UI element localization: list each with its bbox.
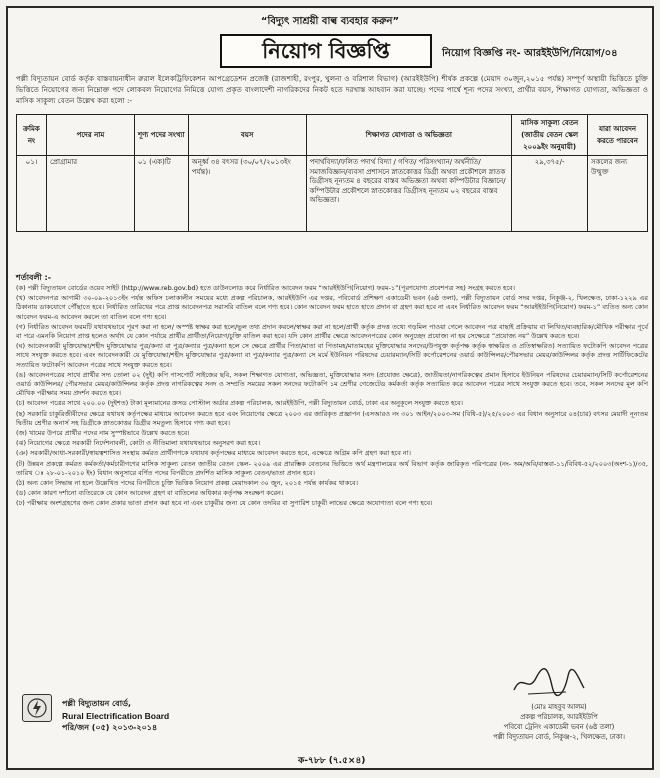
header-eligible: যারা আবেদন করতে পারবেন xyxy=(588,115,648,156)
signer-title: প্রকল্প পরিচালক, আরইইউপি xyxy=(520,713,598,721)
header-post: পদের নাম xyxy=(46,115,134,156)
condition-item: (গ) নির্ধারিত আবেদন ফরমটি যথাযথভাবে পূরণ করা না হলে/ অস্পষ্ট স্বাক্ষর করা হলে/ভুল তথ্য প্রদান করলে/স্বাক্ষর করা না হলে/প্রার্থী কর্তৃক প্রদত্ত তথ্যে গড়মিল পাওয়া গেলে আবেদন পত্র বাছাই প্রক্রিয়ায় বা লিখিত/ব্যবহারিক/মৌখিক পরীক্ষার পূর্বে বা পরে এমনকি নিয়োগ প্রাপ্ত হলেও অর্থাৎ যে কোন পর্যায়ে প্রার্থীর প্রার্থীতা/নিয়োগ/চুক্তি বাতিল করা হবে। যদি কোন প্রার্থীর ক্ষেত্রে আবেদনপত্রের কোন অনুচ্ছেদ প্রযোজ্য না হয় সেক্ষেত্রে “প্রযোজ্য নয়” উল্লেখ করতে হবে। xyxy=(16,322,648,341)
cell-serial: ০১। xyxy=(17,156,47,232)
signature-icon xyxy=(508,664,588,702)
condition-item: (ঞ) সরকারী/আধা-সরকারী/স্বায়ত্বশাসিত সংস্থায় কর্মরত প্রার্থীগণকে যথাযথ কর্তৃপক্ষের মাধ্যমে আবেদন করতে হবে, এক্ষেত্রে অগ্রিম কপি গ্রহণ করা হবে না। xyxy=(16,449,412,458)
condition-item: (ক) পল্লী বিদ্যুতায়ন বোর্ডের ওয়েব সাইট (http://www.reb.gov.bd) হতে ডাউনলোড করে নির্ধারিত আবেদন ফরম “আরইইউপি(নিয়োগ) ফরম-১”(পূরণযোগ্য প্রবেশপত্র সহ) সংগ্রহ করতে হবে। xyxy=(16,284,516,292)
condition-item: (ড) কোন কারণ দর্শানো ব্যতিরেকে যে কোন আবেদন গ্রহণ বা বাতিলের অধিকার কর্তৃপক্ষ সংরক্ষণ করেন। xyxy=(16,489,284,498)
signer-name: (মোঃ মাহবুব আলম) xyxy=(531,703,587,711)
condition-item: (চ) আবেদন পত্রের সাথে ২০০.০০ (দুইশত) টাকা মূল্যমানের ক্রসড পোস্টাল অর্ডার প্রকল্প পরিচালক, আরইইউপি, পল্লী বিদ্যুতায়ন বোর্ড, ঢাকা এর অনুকূলে সংযুক্ত করতে হবে। xyxy=(16,399,463,408)
cell-qualification: পদার্থবিদ্যা/ফলিত পদার্থ বিদ্যা / গণিত/ পরিসংখ্যান/ অর্থনীতি/ সমাজবিজ্ঞান/ব্যবসা প্রশাসনে স্নাতকোত্তর ডিগ্রী অথবা প্রকৌশলে স্নাতক ডিগ্রীসহ নূন্যতম ৪ বছরের বাস্তব অভিজ্ঞতা অথবা কম্পিউটার বিজ্ঞানে/কম্পিউটার প্রকৌশলে স্নাতকোত্তর ডিগ্রীসহ নূন্যতম ০২ বছরের বাস্তব অভিজ্ঞতা। xyxy=(306,156,512,232)
reference-number: পরি/জন (০৫) ২০১৩-২০১৪ xyxy=(62,723,158,732)
intro-paragraph: পল্লী বিদ্যুতায়ন বোর্ড কর্তৃক বাস্তবায়নাধীন রুরাল ইলেকট্রিফিকেশন আপগ্রেডেশন প্রজেক্ট (রাজশাহী, রংপুর, খুলনা ও বরিশাল বিভাগ) (আরইইউপি) শীর্ষক প্রকল্পে (মেয়াদ ৩০জুন,২০১৫ পর্যন্ত) সম্পূর্ণ অস্থায়ী ভিত্তিতে চুক্তি ভিত্তিতে নিয়োগের জন্য নিম্নোক্ত পদে লোকবল নিয়োগের নিমিত্তে যোগ্য প্রকৃত বাংলাদেশী নাগরিকদের নিকট হতে দরখাস্ত আহবান করা যাচ্ছে। পদের পার্শ্বে শূন্য পদের সংখ্যা, প্রার্থীর বয়স, শিক্ষাগত যোগ্যতা, অভিজ্ঞতা ও মাসিক সাকুল্য বেতন উল্লেখ করা হলো :- xyxy=(16,74,648,105)
header-serial: ক্রমিক নং xyxy=(17,115,47,156)
slogan: “বিদ্যুৎ সাশ্রয়ী বাল্ব ব্যবহার করুন” xyxy=(260,16,400,27)
org-name-en: Rural Electrification Board xyxy=(62,711,170,721)
notice-page xyxy=(6,6,654,770)
condition-item: (খ) আবেদনপত্র আগামী ৩০-০৯-২০১৩ইং পর্যন্ত অফিস চলাকালীন সময়ের মধ্যে প্রকল্প পরিচালক, আরইইউপি এর দপ্তর, পবিবোর্ড প্রশিক্ষণ একাডেমী ভবন (৬ষ্ঠ তলা), পল্লী বিদ্যুতায়ন বোর্ড সদর দপ্তর, নিকুঞ্জ-২, খিলক্ষেত, ঢাকা-১২২৯ এর ঠিকানায় ডাকযোগে পৌঁছাতে হবে। নির্ধারিত তারিখের পরে প্রাপ্ত আবেদনপত্র সরাসরি বাতিল বলে গণ্য হবে। কোন আবেদন ফরম হাতে হাতে প্রদান বা গ্রহণ করা হবে না এবং নির্ধারিত আবেদন ফরম “আরইইউপি(নিয়োগ) ফরম-১” ব্যতিত অন্য কোন আবেদন ফরম-এ আবেদন করলে তা বাতিল বলে গণ্য হবে। xyxy=(16,294,648,321)
signer-address: পল্লী বিদ্যুতায়ন বোর্ড, নিকুঞ্জ-২, খিলক্ষেত, ঢাকা। xyxy=(493,733,625,741)
cell-post: প্রোগ্রামার xyxy=(46,156,134,232)
condition-item: (জ) খামের উপরে প্রার্থীর পদের নাম সুস্পষ্টভাবে উল্লেখ করতে হবে। xyxy=(16,429,190,438)
page-title: নিয়োগ বিজ্ঞপ্তি xyxy=(220,34,432,68)
condition-item: (ঝ) নিয়োগের ক্ষেত্রে সরকারী নির্দেশনাবলী, কোটা ও নীতিমালা যথাযথভাবে অনুসরণ করা হবে। xyxy=(16,439,261,448)
condition-item: (ঙ) আবেদনপত্রের সাথে প্রার্থীর সদ্য তোলা ০২ (দুই) কপি পাসপোর্ট সাইজের ছবি, সকল শিক্ষাগত যোগ্যতা, অভিজ্ঞতা, মুক্তিযোদ্ধার সনদ (প্রযোজ্য ক্ষেত্রে), জাতীয়তা/নাগরিকত্বের প্রমান হিসাবে ইউনিয়ন পরিষদের চেয়ারম্যান/সিটি কর্পোরেশনের ওয়ার্ড কাউন্সিলর/ পৌরসভার মেয়র/কাউন্সিলর কর্তৃক প্রদত্ত নাগরিকত্বের সনদ ও সম্প্রতি সময়ের সকল সনদের ফটোকপি ১ম শ্রেণীর গেজেটেড কর্মকর্তা কর্তৃক সত্যায়িত করে আবেদন পত্রের সাথে সংযুক্ত করতে হবে। তবে, সকল সনদের মূল কপি মৌখিক পরীক্ষার সময় প্রদর্শন করতে হবে। xyxy=(16,370,648,398)
footer-organization xyxy=(62,698,169,734)
signatory-block xyxy=(468,702,650,742)
print-code: ক-৭৮৮ (৭.৫×৪) xyxy=(298,756,366,766)
header-salary: মাসিক সাকুল্য বেতন (জাতীয় বেতন স্কেল ২০০৯ইং অনুযায়ী) xyxy=(512,115,588,156)
condition-item: (ট) উন্নয়ন প্রকল্পে কর্মরত কর্মকর্তা/কর্মচারীগণের মাসিক সাকুল্য বেতন জাতীয় বেতন স্কেল- ২০০৯ এর প্রারম্ভিক বেতনের ভিত্তিতে অর্থ মন্ত্রণালয়ের অর্থ বিভাগ কর্তৃক জারিকৃত পরিপত্রের (নং- অম/অবি/বাস্তবা-১১/বিবিধ-৫২/২০০৩(অংশ-১)/৩৫, তারিখ ঃ ২৮-০১-২০১০ ইং) বিধান অনুসারে বর্ণিত পদের বিপরীতে প্রদর্শিত মাসিক সাকুল্য বেতন/ভাতা প্রদান হবে। xyxy=(16,459,648,477)
condition-item: (ঢ) পরীক্ষায় অংশগ্রহণের জন্য কোন প্রকার ভাতা প্রদান করা হবে না এবং চাকুরীর জন্য যে কোন তদবির বা সুপারিশ চাকুরী লাভের ক্ষেত্রে অযোগ্যতা বলে গণ্য হবে। xyxy=(16,499,433,508)
cell-eligible: সকলের জন্য উন্মুক্ত xyxy=(588,156,648,232)
condition-item: (ঠ) অন্য কোন সিদ্ধান্ত না হলে উল্লেখিত পদের বিপরীতে চুক্তি ভিত্তিক নিয়োগ প্রকল্প মেয়াদকাল ৩০ জুন, ২০১৫ পর্যন্ত কার্যকর থাকবে। xyxy=(16,479,358,488)
cell-vacancy: ০১ (এক)টি xyxy=(134,156,188,232)
conditions-list xyxy=(16,284,648,510)
cell-salary: ২৯,৩৭৫/- xyxy=(512,156,588,232)
signer-office: পবিবো ট্রেনিং একাডেমী ভবন (৬ষ্ঠ তলা) xyxy=(503,723,615,731)
condition-item: (ঘ) আবেদনকারী মুক্তিযোদ্ধা/শহীদ মুক্তিযোদ্ধার পুত্র/কন্যা বা পুত্র/কন্যার পুত্র/কন্যা হলে সে ক্ষেত্রে প্রার্থীর পিতা/মাতা বা পিতামহ/মাতামহের মুক্তিযোদ্ধার সনদের/উপযুক্ত কর্তৃপক্ষ কর্তৃক স্বাক্ষরিত ও প্রতিস্বাক্ষরিত) সত্যায়িত ফটোকপি আবেদন পত্রের সাথে সংযুক্ত করতে হবে। এবং আবেদনকারী যে মুক্তিযোদ্ধা/শহীদ মুক্তিযোদ্ধার পুত্র/কন্যা বা পুত্র/কন্যার পুত্র/কন্যা সে মর্মে ইউনিয়ন পরিষদের চেয়ারম্যান/সিটি কর্পোরেশনের ওয়ার্ড কাউন্সিলর/পৌরসভার মেয়র/কাউন্সিলর কর্তৃক প্রদত্ত সার্টিফিকেটের সত্যায়িত ফটোকপি আবেদন পত্রের সাথে সংযুক্ত করতে হবে। xyxy=(16,342,648,369)
header-qualification: শিক্ষাগত যোগ্যতা ও অভিজ্ঞতা xyxy=(306,115,512,156)
notice-number: নিয়োগ বিজ্ঞপ্তি নং- আরইইউপি/নিয়োগ/০৪ xyxy=(442,48,618,59)
org-name-bn: পল্লী বিদ্যুতায়ন বোর্ড, xyxy=(62,699,131,708)
vacancy-table xyxy=(16,114,648,232)
conditions-title: শর্তাবলী :- xyxy=(16,273,52,282)
condition-item: (ছ) সরকারি চাকুরিজীবীদের ক্ষেত্রে যথাযথ কর্তৃপক্ষের মাধ্যমে আবেদন করতে হবে এবং নিয়োগের ক্ষেত্রে ২০০৩ এর জারিকৃত প্রজ্ঞাপন (এসআরও নং ৩০১ আইন/২০০৩-সম (বিধি-৫)/২৫/২০০৩ এর বিধান অনুসারে ০৪(চার) বৎসর মেয়াদী নূন্যতম দ্বিতীয় শ্রেণীর অনার্স সহ ডিগ্রীকে স্নাতকোত্তর ডিগ্রীর সমতুল্য হিসাবে গণ্য করা হবে। xyxy=(16,409,648,427)
table-row xyxy=(17,156,648,232)
reb-logo-icon xyxy=(22,694,52,722)
header-age: বয়স xyxy=(188,115,306,156)
header-vacancy: শূণ্য পদের সংখ্যা xyxy=(134,115,188,156)
table-header-row xyxy=(17,115,648,156)
cell-age: অনূর্ধ্ব ৩৪ বৎসর (৩০/০৭/২০১৩ইং পর্যন্ত)। xyxy=(188,156,306,232)
